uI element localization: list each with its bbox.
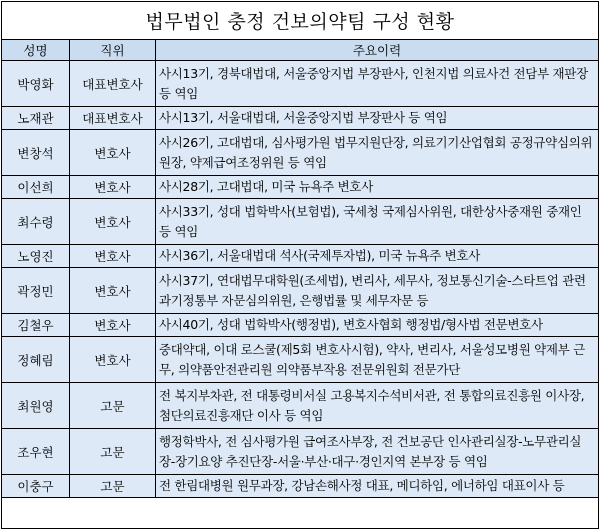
- table-row: [2, 130, 599, 176]
- team-roster-table: [1, 39, 599, 498]
- member-name: 이충구: [2, 475, 70, 498]
- member-name: 최수령: [2, 199, 70, 245]
- member-name: 정혜림: [2, 337, 70, 383]
- header-name: 성명: [2, 40, 70, 61]
- member-career: 사시13기, 경북대법대, 서울중앙지법 부장판사, 인천지법 의료사건 전담부 재판장 등 역임: [156, 61, 599, 107]
- table-row: [2, 337, 599, 383]
- table-row: [2, 475, 599, 498]
- member-position: 고문: [70, 383, 156, 429]
- member-career: 행정학박사, 전 심사평가원 급여조사부장, 전 건보공단 인사관리실장-노무관리실장-장기요양 추진단장-서울·부산·대구·경인지역 본부장 등 역임: [156, 429, 599, 475]
- member-name: 박영화: [2, 61, 70, 107]
- member-position: 변호사: [70, 314, 156, 337]
- header-career: 주요이력: [156, 40, 599, 61]
- member-position: 고문: [70, 429, 156, 475]
- member-position: 변호사: [70, 268, 156, 314]
- member-career: 중대약대, 이대 로스쿨(제5회 변호사시험), 약사, 변리사, 서울성모병원 약제부 근무, 의약품안전관리원 의약품부작용 전문위원회 전문가단: [156, 337, 599, 383]
- table-row: [2, 314, 599, 337]
- member-position: 대표변호사: [70, 107, 156, 130]
- table-title: 법무법인 충정 건보의약팀 구성 현황: [145, 11, 455, 33]
- header-position: 직위: [70, 40, 156, 61]
- table-row: [2, 176, 599, 199]
- table-row: [2, 245, 599, 268]
- header-row: [2, 40, 599, 61]
- member-position: 변호사: [70, 245, 156, 268]
- member-name: 조우현: [2, 429, 70, 475]
- member-career: 전 한림대병원 원무과장, 강남손해사정 대표, 메디하임, 에너하임 대표이사 등: [156, 475, 599, 498]
- member-position: 고문: [70, 475, 156, 498]
- member-position: 변호사: [70, 337, 156, 383]
- member-name: 변창석: [2, 130, 70, 176]
- member-name: 곽정민: [2, 268, 70, 314]
- member-career: 사시33기, 성대 법학박사(보험법), 국세청 국제심사위원, 대한상사중재원 중재인 등 역임: [156, 199, 599, 245]
- table-row: [2, 61, 599, 107]
- table-row: [2, 268, 599, 314]
- member-position: 변호사: [70, 199, 156, 245]
- table-row: [2, 383, 599, 429]
- member-career: 사시13기, 서울대법대, 서울중앙지법 부장판사 등 역임: [156, 107, 599, 130]
- member-career: 사시36기, 서울대법대 석사(국제투자법), 미국 뉴욕주 변호사: [156, 245, 599, 268]
- member-career: 전 복지부차관, 전 대통령비서실 고용복지수석비서관, 전 통합의료진흥원 이사장, 첨단의료진흥재단 이사 등 역임: [156, 383, 599, 429]
- member-position: 대표변호사: [70, 61, 156, 107]
- table-row: [2, 199, 599, 245]
- member-name: 노영진: [2, 245, 70, 268]
- table-row: [2, 107, 599, 130]
- member-position: 변호사: [70, 130, 156, 176]
- member-career: 사시40기, 성대 법학박사(행정법), 변호사협회 행정법/형사법 전문변호사: [156, 314, 599, 337]
- table-row: [2, 429, 599, 475]
- member-name: 최원영: [2, 383, 70, 429]
- member-name: 김철우: [2, 314, 70, 337]
- member-name: 이선희: [2, 176, 70, 199]
- member-name: 노재관: [2, 107, 70, 130]
- member-career: 사시26기, 고대법대, 심사평가원 법무지원단장, 의료기기산업협회 공정규약심의위원장, 약제급여조정위원 등 역임: [156, 130, 599, 176]
- member-position: 변호사: [70, 176, 156, 199]
- member-career: 사시28기, 고대법대, 미국 뉴욕주 변호사: [156, 176, 599, 199]
- member-career: 사시37기, 연대법무대학원(조세법), 변리사, 세무사, 정보통신기술-스타트업 관련 과기정통부 자문심의위원, 은행법률 및 세무자문 등: [156, 268, 599, 314]
